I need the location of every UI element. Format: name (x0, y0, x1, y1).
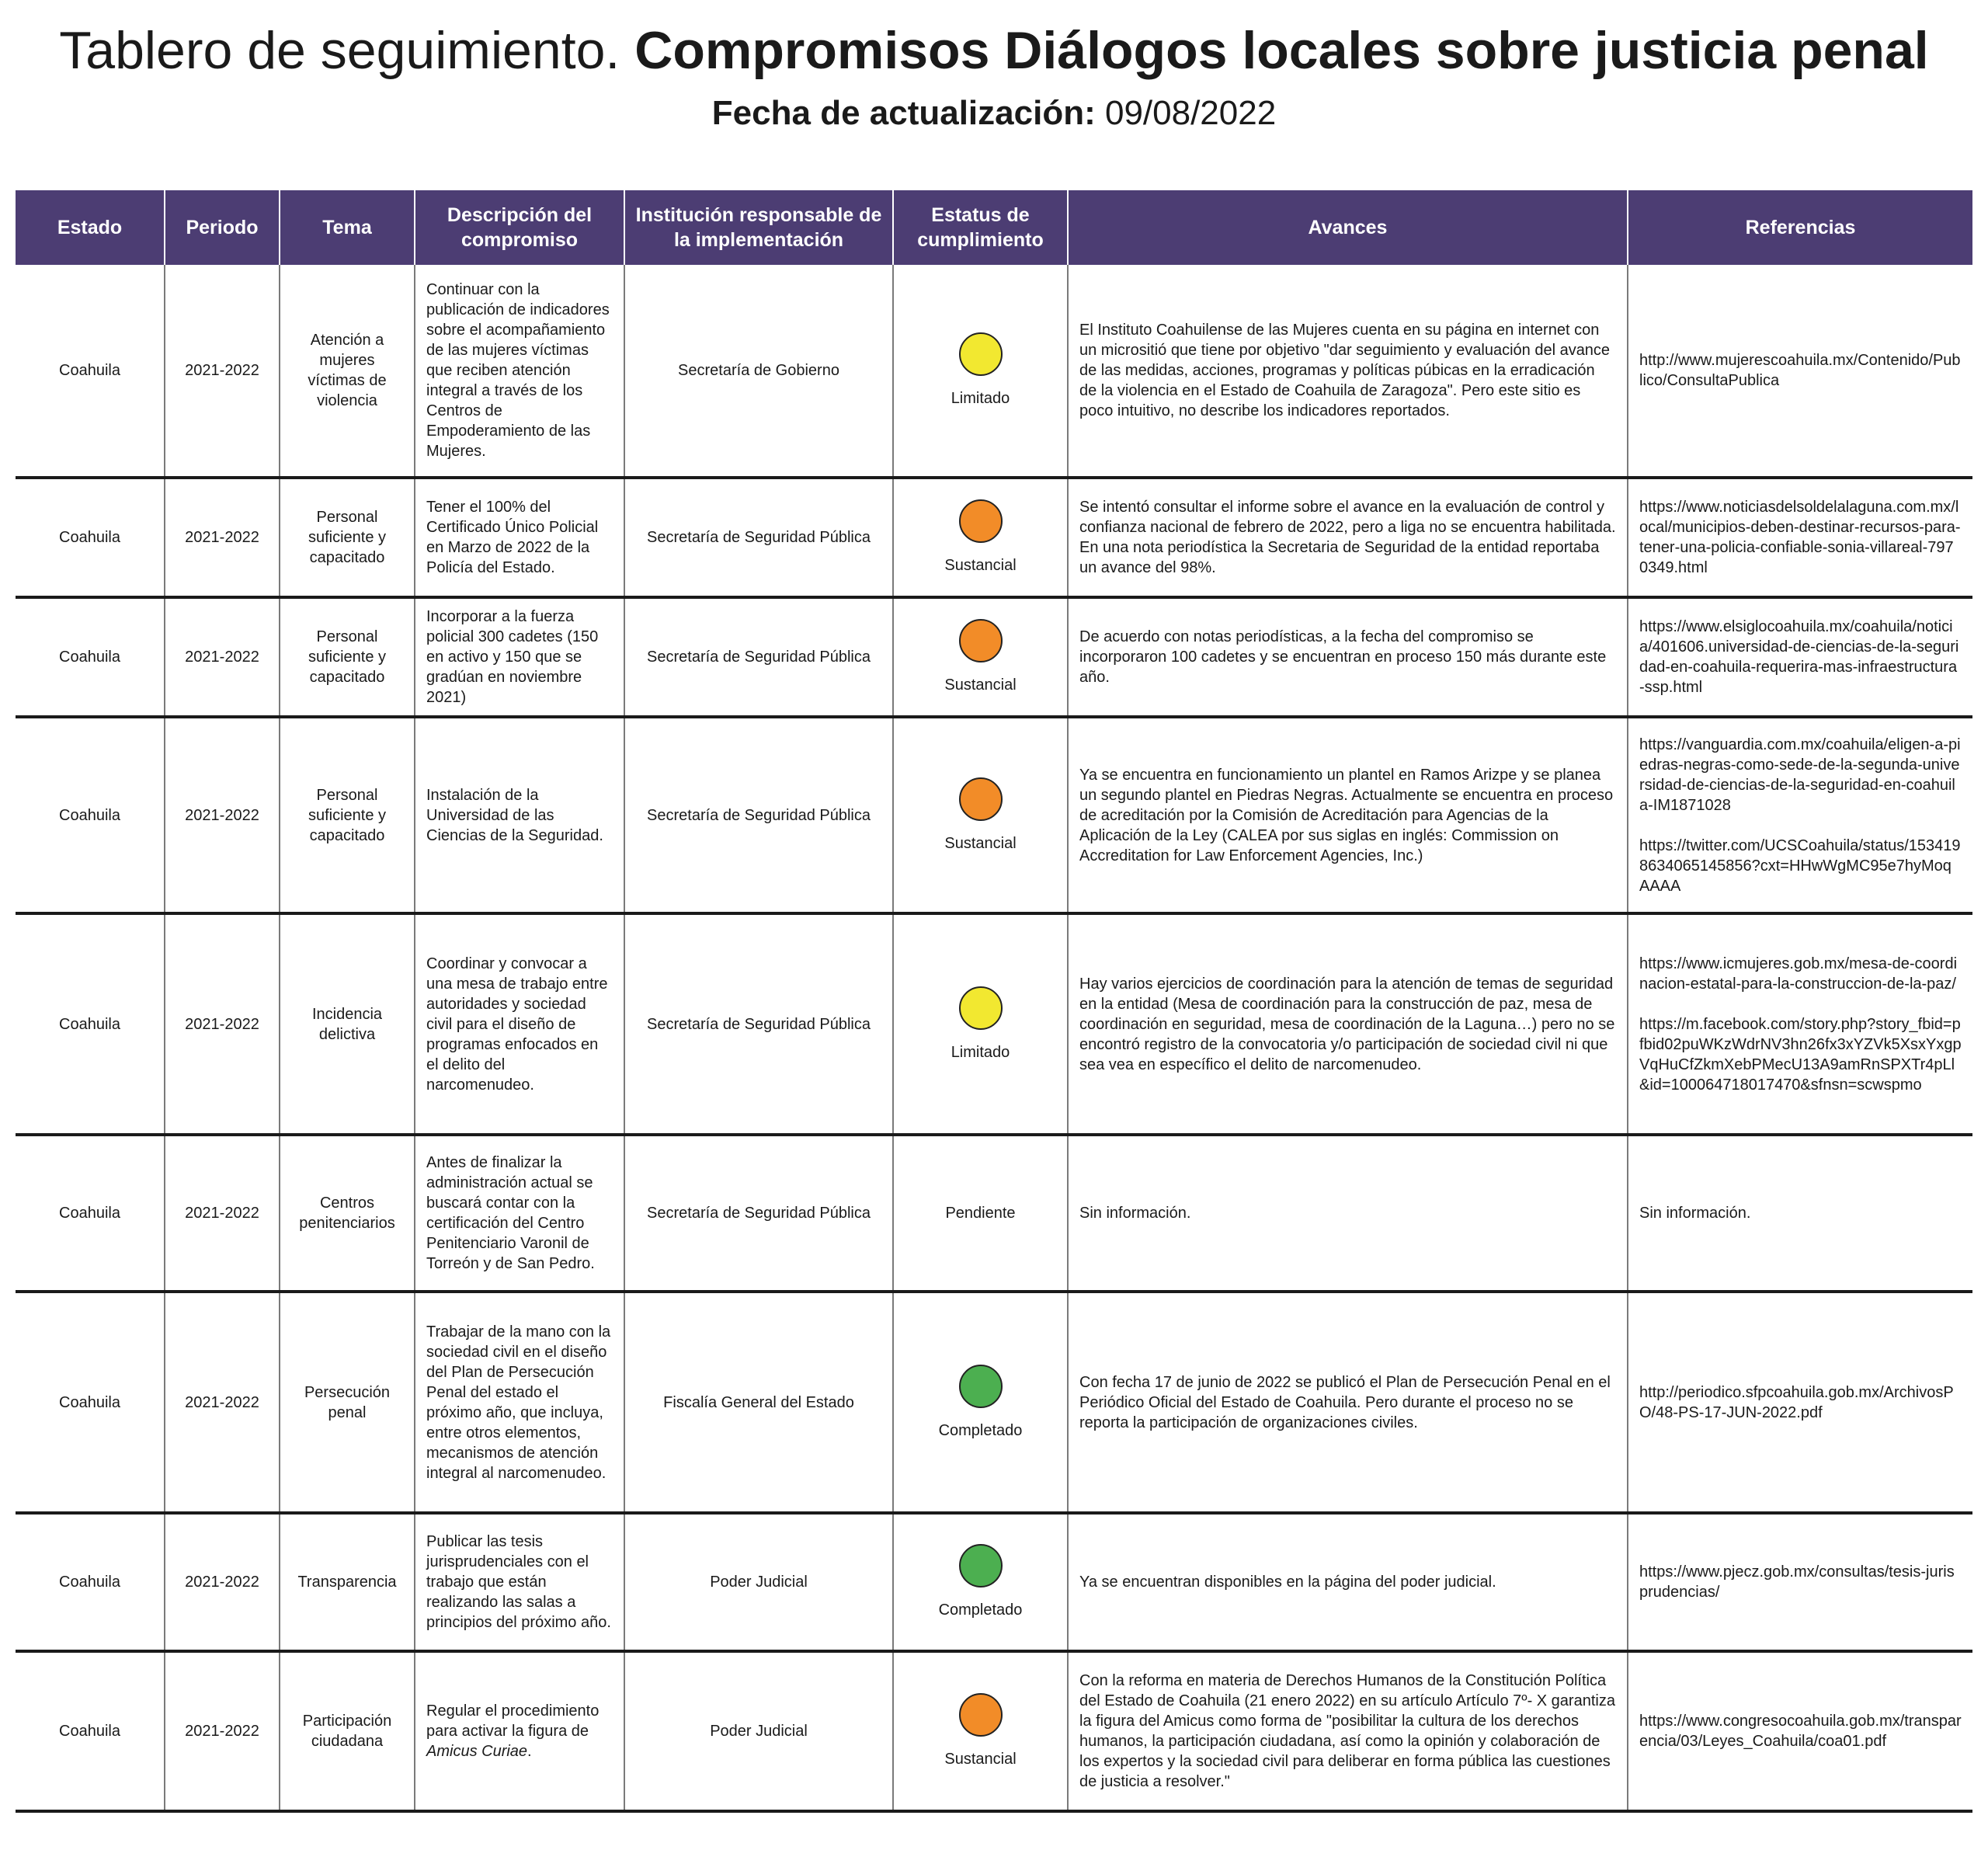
cell-avances: Con la reforma en materia de Derechos Humanos de la Constitución Política del Estado de Coahuila (21 enero 2022) en su artículo Artículo 7º- X garantiza la figura del Amicus como forma de "posibilitar la cultura de los derechos humanos, la participación ciudadana, así como la opinión y colaboración de los expertos y la sociedad civil para deliberar en forma pública las cuestiones de justicia a resolver." (1068, 1651, 1628, 1811)
cell-descripcion: Continuar con la publicación de indicadores sobre el acompañamiento de las mujeres víctimas que reciben atención integral a través de los Centros de Empoderamiento de las Mujeres. (415, 265, 624, 478)
cell-avances: Con fecha 17 de junio de 2022 se publicó el Plan de Persecución Penal en el Periódico Oficial del Estado de Coahuila. Pero durante el proceso no se reporta la participación de organizaciones civiles. (1068, 1292, 1628, 1513)
cell-descripcion: Incorporar a la fuerza policial 300 cadetes (150 en activo y 150 que se gradúan en noviembre 2021) (415, 597, 624, 717)
cell-periodo: 2021-2022 (165, 1135, 280, 1292)
table-row (16, 1292, 1972, 1513)
cell-referencias (1628, 1651, 1972, 1811)
cell-institucion: Secretaría de Seguridad Pública (624, 913, 893, 1135)
cell-tema: Personal suficiente y capacitado (280, 717, 415, 913)
status-indicator (959, 777, 1003, 821)
reference-link[interactable]: https://www.noticiasdelsoldelalaguna.com.mx/local/municipios-deben-destinar-recursos-para-tener-una-policia-confiable-sonia-villareal-7970349.html (1639, 499, 1961, 576)
status-label: Pendiente (945, 1205, 1016, 1222)
reference-link[interactable]: http://periodico.sfpcoahuila.gob.mx/ArchivosPO/48-PS-17-JUN-2022.pdf (1639, 1383, 1954, 1421)
cell-referencias (1628, 1135, 1972, 1292)
cell-estado: Coahuila (16, 265, 165, 478)
descripcion-italic: Amicus Curiae (426, 1743, 528, 1760)
cell-institucion: Poder Judicial (624, 1513, 893, 1651)
cell-tema: Transparencia (280, 1513, 415, 1651)
cell-descripcion (415, 1651, 624, 1811)
cell-estatus (893, 1513, 1068, 1651)
cell-estatus (893, 597, 1068, 717)
cell-tema: Incidencia delictiva (280, 913, 415, 1135)
table-row (16, 1135, 1972, 1292)
cell-institucion: Secretaría de Seguridad Pública (624, 717, 893, 913)
cell-referencias (1628, 265, 1972, 478)
column-header-referencias: Referencias (1628, 190, 1972, 265)
status-label: Limitado (951, 390, 1010, 407)
cell-estado: Coahuila (16, 1513, 165, 1651)
cell-tema: Persecución penal (280, 1292, 415, 1513)
cell-institucion: Secretaría de Gobierno (624, 265, 893, 478)
column-header-avances: Avances (1068, 190, 1628, 265)
status-label: Sustancial (944, 557, 1017, 574)
reference-link[interactable]: https://www.icmujeres.gob.mx/mesa-de-coordinacion-estatal-para-la-construccion-de-la-paz/ (1639, 955, 1958, 993)
update-date-line (0, 92, 1988, 135)
cell-avances: Se intentó consultar el informe sobre el avance en la evaluación de control y confianza nacional de febrero de 2022, pero a liga no se encuentra habilitada. En una nota periodística la Secretaria de Seguridad de la entidad reportaba un avance del 98%. (1068, 478, 1628, 597)
cell-tema: Personal suficiente y capacitado (280, 597, 415, 717)
status-indicator (959, 332, 1003, 376)
cell-estatus (893, 913, 1068, 1135)
page-title-bold: Compromisos Diálogos locales sobre justicia penal (634, 21, 1929, 80)
cell-descripcion: Instalación de la Universidad de las Ciencias de la Seguridad. (415, 717, 624, 913)
status-indicator (959, 1544, 1003, 1588)
table-row (16, 478, 1972, 597)
update-label: Fecha de actualización: (711, 94, 1096, 132)
column-header-periodo: Periodo (165, 190, 280, 265)
descripcion-end: . (527, 1743, 532, 1760)
cell-estado: Coahuila (16, 1651, 165, 1811)
cell-avances: Sin información. (1068, 1135, 1628, 1292)
cell-periodo: 2021-2022 (165, 478, 280, 597)
column-header-estatus: Estatus de cumplimiento (893, 190, 1068, 265)
reference-link[interactable]: https://twitter.com/UCSCoahuila/status/1534198634065145856?cxt=HHwWgMC95e7hyMoqAAAA (1639, 836, 1961, 895)
cell-tema: Participación ciudadana (280, 1651, 415, 1811)
table-row (16, 1651, 1972, 1811)
column-header-tema: Tema (280, 190, 415, 265)
cell-estado: Coahuila (16, 1135, 165, 1292)
cell-referencias (1628, 913, 1972, 1135)
cell-estado: Coahuila (16, 597, 165, 717)
status-label: Sustancial (944, 834, 1017, 852)
cell-tema: Centros penitenciarios (280, 1135, 415, 1292)
status-indicator (959, 986, 1003, 1030)
status-indicator (959, 1365, 1003, 1408)
column-header-descripcion: Descripción del compromiso (415, 190, 624, 265)
table-row (16, 717, 1972, 913)
cell-descripcion: Trabajar de la mano con la sociedad civil en el diseño del Plan de Persecución Penal del estado el próximo año, que incluya, entre otros elementos, mecanismos de atención integral al narcomenudeo. (415, 1292, 624, 1513)
cell-avances: Ya se encuentra en funcionamiento un plantel en Ramos Arizpe y se planea un segundo plantel en Piedras Negras. Actualmente se encuentra en proceso de acreditación por la Comisión de Acreditación para Agencias de la Aplicación de la Ley (CALEA por sus siglas en inglés: Commission on Accreditation for Law Enforcement Agencies, Inc.) (1068, 717, 1628, 913)
cell-periodo: 2021-2022 (165, 1651, 280, 1811)
cell-estado: Coahuila (16, 717, 165, 913)
update-date: 09/08/2022 (1104, 94, 1277, 132)
cell-estado: Coahuila (16, 478, 165, 597)
cell-periodo: 2021-2022 (165, 597, 280, 717)
cell-tema: Atención a mujeres víctimas de violencia (280, 265, 415, 478)
column-header-institucion: Institución responsable de la implementación (624, 190, 893, 265)
cell-estatus (893, 1651, 1068, 1811)
status-indicator (959, 619, 1003, 662)
status-label: Sustancial (944, 1751, 1017, 1768)
reference-link[interactable]: https://www.elsiglocoahuila.mx/coahuila/noticia/401606.universidad-de-ciencias-de-la-seguridad-en-coahuila-requerira-mas-infraestructura-ssp.html (1639, 618, 1959, 696)
reference-link[interactable]: https://www.congresocoahuila.gob.mx/transparencia/03/Leyes_Coahuila/coa01.pdf (1639, 1713, 1962, 1750)
status-label: Sustancial (944, 676, 1017, 694)
cell-tema: Personal suficiente y capacitado (280, 478, 415, 597)
status-indicator (959, 1693, 1003, 1737)
cell-avances: Ya se encuentran disponibles en la página del poder judicial. (1068, 1513, 1628, 1651)
table-row (16, 265, 1972, 478)
cell-estatus (893, 478, 1068, 597)
reference-text: Sin información. (1639, 1205, 1751, 1222)
cell-estatus (893, 265, 1068, 478)
cell-descripcion: Publicar las tesis jurisprudenciales con el trabajo que están realizando las salas a principios del próximo año. (415, 1513, 624, 1651)
cell-referencias (1628, 1513, 1972, 1651)
cell-institucion: Poder Judicial (624, 1651, 893, 1811)
cell-referencias (1628, 478, 1972, 597)
commitments-table (16, 190, 1972, 1813)
cell-institucion: Secretaría de Seguridad Pública (624, 478, 893, 597)
table-row (16, 597, 1972, 717)
cell-descripcion: Tener el 100% del Certificado Único Policial en Marzo de 2022 de la Policía del Estado. (415, 478, 624, 597)
cell-estatus (893, 1292, 1068, 1513)
cell-referencias (1628, 717, 1972, 913)
descripcion-text: Regular el procedimiento para activar la figura de (426, 1702, 600, 1740)
column-header-estado: Estado (16, 190, 165, 265)
cell-institucion: Secretaría de Seguridad Pública (624, 1135, 893, 1292)
cell-institucion: Secretaría de Seguridad Pública (624, 597, 893, 717)
cell-periodo: 2021-2022 (165, 913, 280, 1135)
page-title (0, 17, 1988, 84)
cell-referencias (1628, 1292, 1972, 1513)
cell-estatus (893, 1135, 1068, 1292)
cell-periodo: 2021-2022 (165, 265, 280, 478)
cell-institucion: Fiscalía General del Estado (624, 1292, 893, 1513)
reference-link[interactable]: http://www.mujerescoahuila.mx/Contenido/Publico/ConsultaPublica (1639, 352, 1961, 389)
reference-link[interactable]: https://m.facebook.com/story.php?story_fbid=pfbid02puWKzWdrNV3hn26fx3xYZVk5XsxYxgpVqHuCfZkmXebPMecU13A9amRnSPXTr4pLl&id=100064718017470&sfnsn=scwspmo (1639, 1015, 1962, 1094)
table-header-row (16, 190, 1972, 265)
page-title-light: Tablero de seguimiento. (59, 21, 620, 80)
cell-periodo: 2021-2022 (165, 1513, 280, 1651)
reference-link[interactable]: https://vanguardia.com.mx/coahuila/eligen-a-piedras-negras-como-sede-de-la-segunda-universidad-de-ciencias-de-la-seguridad-en-coahuila-IM1871028 (1639, 736, 1961, 814)
table-row (16, 1513, 1972, 1651)
reference-link[interactable]: https://www.pjecz.gob.mx/consultas/tesis-jurisprudencias/ (1639, 1563, 1955, 1601)
cell-periodo: 2021-2022 (165, 717, 280, 913)
cell-estado: Coahuila (16, 913, 165, 1135)
cell-avances: Hay varios ejercicios de coordinación para la atención de temas de seguridad en la entidad (Mesa de coordinación para la construcción de paz, mesa de coordinación en seguridad, mesa de coordinación de la Laguna…) pero no se encontró registro de la convocatoria y/o participación de sociedad civil ni que sea vea en específico el delito de narcomenudeo. (1068, 913, 1628, 1135)
cell-estatus (893, 717, 1068, 913)
cell-referencias (1628, 597, 1972, 717)
status-label: Completado (938, 1421, 1023, 1439)
cell-descripcion: Antes de finalizar la administración actual se buscará contar con la certificación del Centro Penitenciario Varonil de Torreón y de San Pedro. (415, 1135, 624, 1292)
status-indicator (959, 499, 1003, 543)
cell-estado: Coahuila (16, 1292, 165, 1513)
status-label: Limitado (951, 1043, 1010, 1061)
table-row (16, 913, 1972, 1135)
cell-descripcion: Coordinar y convocar a una mesa de trabajo entre autoridades y sociedad civil para el diseño de programas enfocados en el delito del narcomenudeo. (415, 913, 624, 1135)
status-label: Completado (938, 1601, 1023, 1619)
cell-avances: El Instituto Coahuilense de las Mujeres cuenta en su página en internet con un micrositió que tiene por objetivo "dar seguimiento y evaluación del avance de las medidas, acciones, programas y políticas púbicas en la erradicación de la violencia en el Estado de Coahuila de Zaragoza". Pero este sitio es poco intuitivo, no describe los indicadores reportados. (1068, 265, 1628, 478)
cell-periodo: 2021-2022 (165, 1292, 280, 1513)
cell-avances: De acuerdo con notas periodísticas, a la fecha del compromiso se incorporaron 100 cadetes y se encuentran en proceso 150 más durante este año. (1068, 597, 1628, 717)
